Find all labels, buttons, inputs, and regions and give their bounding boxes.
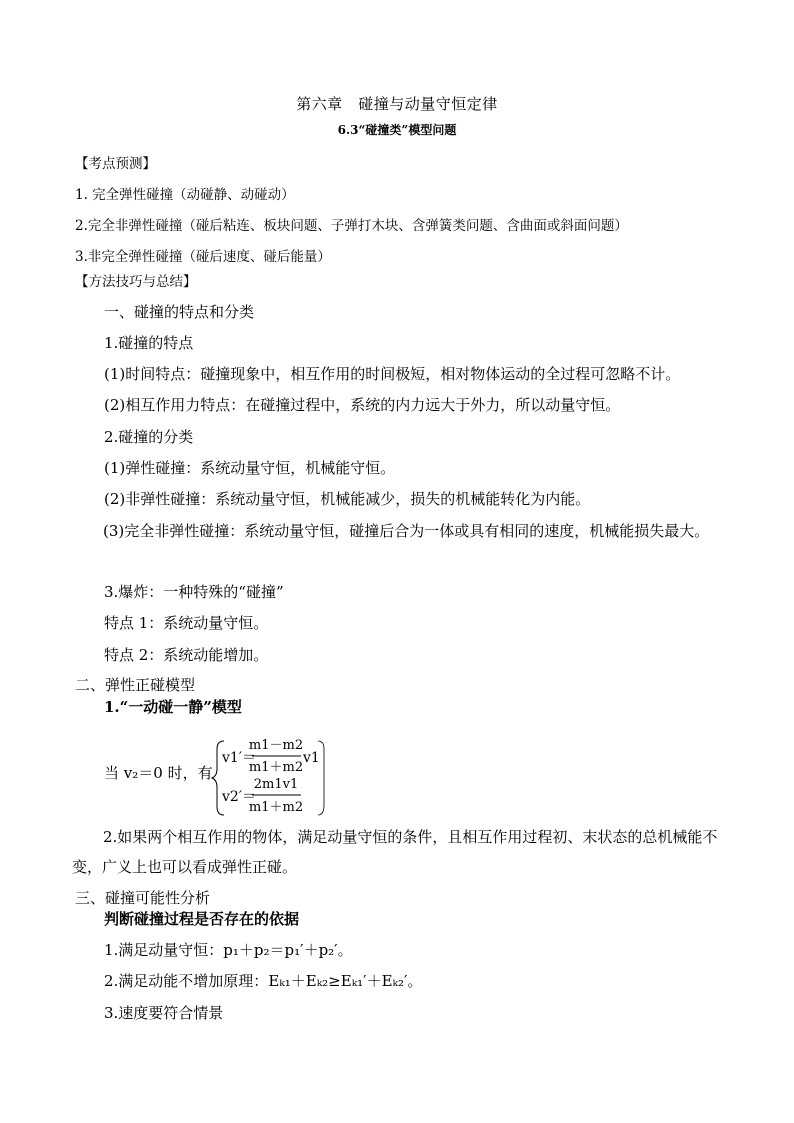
subsection-5-title: 判断碰撞过程是否存在的依据 — [104, 910, 300, 928]
eq1-denominator: m1＋m2 — [248, 760, 304, 775]
section-1-title: 一、碰撞的特点和分类 — [104, 303, 255, 321]
paragraph-8: 2.如果两个相互作用的物体，满足动量守恒的条件，且相互作用过程初、末状态的总机械能不变，广义上也可以看成弹性正碰。 — [72, 828, 718, 876]
formula-lead: 当 v₂＝0 时，有 — [104, 764, 213, 782]
paragraph-11: 3.速度要符合情景 — [104, 1004, 224, 1022]
section-2-title: 二、弹性正碰模型 — [75, 676, 196, 694]
formula-svg — [104, 735, 344, 820]
chapter-title: 第六章 碰撞与动量守恒定律 — [296, 95, 498, 113]
section-3-title: 三、碰撞可能性分析 — [75, 889, 211, 907]
forecast-item-2: 2.完全非弹性碰撞（碰后粘连、板块问题、子弹打木块、含弹簧类问题、含曲面或斜面问题） — [75, 218, 628, 234]
elastic-collision-formula — [104, 735, 344, 820]
subsection-2-title: 2.碰撞的分类 — [104, 428, 194, 446]
eq1-lhs: v1′＝ — [222, 750, 256, 766]
forecast-item-3: 3.非完全弹性碰撞（碰后速度、碰后能量） — [75, 249, 331, 265]
paragraph-7: 特点 2：系统动能增加。 — [104, 646, 269, 664]
eq2-lhs: v2′＝ — [222, 789, 256, 805]
paragraph-1: (1)时间特点：碰撞现象中，相互作用的时间极短，相对物体运动的全过程可忽略不计。 — [104, 365, 681, 383]
paragraph-4: (2)非弹性碰撞：系统动量守恒，机械能减少，损失的机械能转化为内能。 — [104, 490, 591, 508]
paragraph-5: (3)完全非弹性碰撞：系统动量守恒，碰撞后合为一体或具有相同的速度，机械能损失最大。 — [103, 522, 710, 540]
paragraph-9: 1.满足动量守恒：p₁＋p₂＝p₁′＋p₂′。 — [104, 941, 353, 959]
paragraph-2: (2)相互作用力特点：在碰撞过程中，系统的内力远大于外力，所以动量守恒。 — [104, 396, 621, 414]
forecast-heading: 【考点预测】 — [75, 156, 156, 172]
section-subtitle: 6.3“碰撞类”模型问题 — [337, 123, 457, 137]
methods-heading: 【方法技巧与总结】 — [75, 274, 197, 290]
subsection-1-title: 1.碰撞的特点 — [104, 334, 194, 352]
eq1-numerator: m1－m2 — [248, 738, 304, 753]
eq2-denominator: m1＋m2 — [248, 800, 304, 815]
paragraph-6: 特点 1：系统动量守恒。 — [104, 614, 269, 632]
forecast-item-1: 1. 完全弹性碰撞（动碰静、动碰动） — [75, 187, 295, 203]
paragraph-3: (1)弹性碰撞：系统动量守恒，机械能守恒。 — [104, 459, 396, 477]
subsection-4-title: 1.“一动碰一静”模型 — [104, 698, 242, 716]
paragraph-10: 2.满足动能不增加原理：Eₖ₁＋Eₖ₂≥Eₖ₁′＋Eₖ₂′。 — [104, 972, 423, 990]
eq1-tail: v1 — [303, 750, 320, 766]
subsection-3-title: 3.爆炸：一种特殊的“碰撞” — [104, 583, 284, 601]
eq2-numerator: 2m1v1 — [253, 777, 299, 792]
